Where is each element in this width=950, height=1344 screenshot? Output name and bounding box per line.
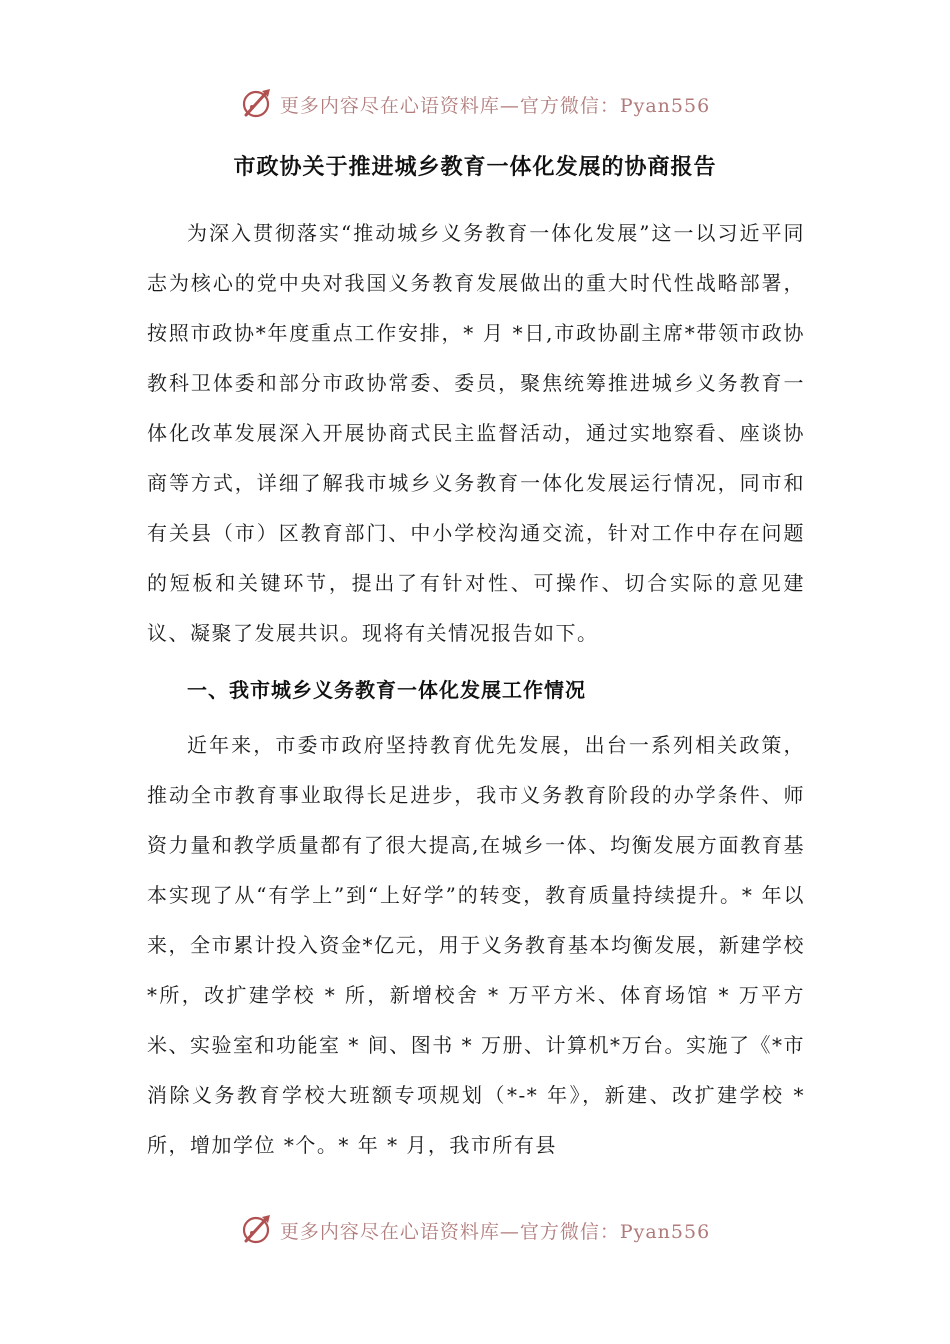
pen-seal-icon [240, 87, 274, 121]
section-heading: 一、我市城乡义务教育一体化发展工作情况 [187, 678, 586, 702]
section-paragraph: 近年来，市委市政府坚持教育优先发展，出台一系列相关政策，推动全市教育事业取得长足进步，我市义务教育阶段的办学条件、师资力量和教学质量都有了很大提高,在城乡一体、均衡发展方面教育基本实现了从“有学上”到“上好学”的转变，教育质量持续提升。* 年以来，全市累计投入资金*亿元，用于义务教育基本均衡发展，新建学校 *所，改扩建学校 * 所，新增校舍 * 万平方米、体育场馆 * 万平方米、实验室和功能室 * 间、图书 * 万册、计算机*万台。实施了《*市消除义务教育学校大班额专项规划（*-* 年》，新建、改扩建学校 *所，增加学位 *个。* 年 * 月，我市所有县 [147, 733, 805, 1157]
header-banner [0, 84, 950, 124]
banner-text: 更多内容尽在心语资料库—官方微信：Pyan556 [279, 1220, 711, 1243]
intro-paragraph: 为深入贯彻落实“推动城乡义务教育一体化发展”这一以习近平同志为核心的党中央对我国义务教育发展做出的重大时代性战略部署，按照市政协*年度重点工作安排，* 月 *日,市政协副主席*带领市政协教科卫体委和部分市政协常委、委员，聚焦统筹推进城乡义务教育一体化改革发展深入开展协商式民主监督活动，通过实地察看、座谈协商等方式，详细了解我市城乡义务教育一体化发展运行情况，同市和有关县（市）区教育部门、中小学校沟通交流，针对工作中存在问题的短板和关键环节，提出了有针对性、可操作、切合实际的意见建议、凝聚了发展共识。现将有关情况报告如下。 [147, 221, 805, 645]
document-title: 市政协关于推进城乡教育一体化发展的协商报告 [233, 155, 717, 180]
banner-text: 更多内容尽在心语资料库—官方微信：Pyan556 [279, 94, 711, 117]
document-body [147, 208, 805, 1170]
pen-seal-icon [240, 1213, 274, 1247]
footer-banner [0, 1210, 950, 1250]
